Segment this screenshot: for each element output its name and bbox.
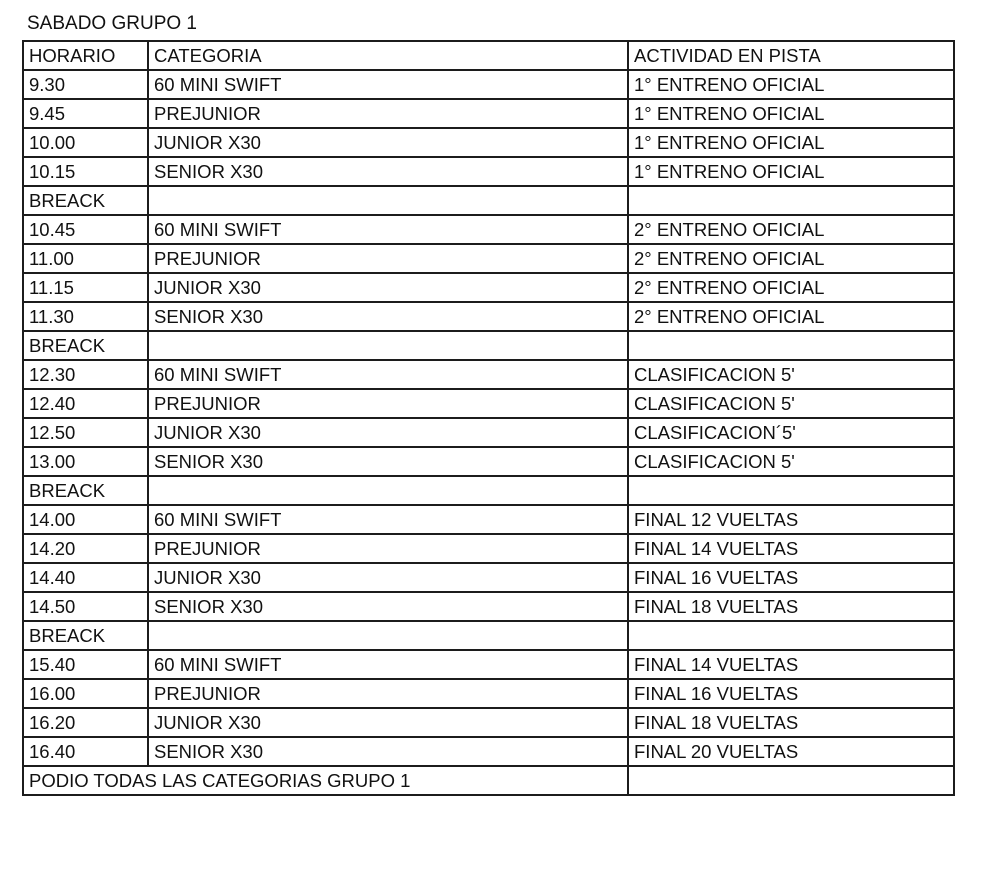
table-row <box>23 621 954 650</box>
category-cell: JUNIOR X30 <box>148 273 628 302</box>
time-cell: BREACK <box>23 621 148 650</box>
time-cell: 14.00 <box>23 505 148 534</box>
table-row <box>23 157 954 186</box>
table-row <box>23 476 954 505</box>
table-row <box>23 331 954 360</box>
time-cell: 16.00 <box>23 679 148 708</box>
category-cell <box>148 186 628 215</box>
activity-cell: 2° ENTRENO OFICIAL <box>628 302 954 331</box>
category-cell: SENIOR X30 <box>148 592 628 621</box>
document-title: SABADO GRUPO 1 <box>27 13 197 34</box>
category-cell: 60 MINI SWIFT <box>148 70 628 99</box>
table-header-row <box>23 41 954 70</box>
category-cell: JUNIOR X30 <box>148 708 628 737</box>
category-cell: SENIOR X30 <box>148 302 628 331</box>
activity-cell: CLASIFICACION 5' <box>628 360 954 389</box>
time-cell: 14.20 <box>23 534 148 563</box>
category-cell <box>148 331 628 360</box>
table-row <box>23 563 954 592</box>
category-cell <box>148 621 628 650</box>
table-row <box>23 244 954 273</box>
activity-cell <box>628 186 954 215</box>
table-row <box>23 534 954 563</box>
activity-cell <box>628 621 954 650</box>
time-cell: 9.45 <box>23 99 148 128</box>
activity-cell: CLASIFICACION 5' <box>628 389 954 418</box>
footer-empty-cell <box>628 766 954 795</box>
category-cell: 60 MINI SWIFT <box>148 215 628 244</box>
activity-cell: FINAL 20 VUELTAS <box>628 737 954 766</box>
time-cell: 10.15 <box>23 157 148 186</box>
time-cell: 12.50 <box>23 418 148 447</box>
footer-row <box>23 766 954 795</box>
category-cell: PREJUNIOR <box>148 679 628 708</box>
table-row <box>23 389 954 418</box>
category-cell: 60 MINI SWIFT <box>148 360 628 389</box>
time-cell: 10.00 <box>23 128 148 157</box>
activity-cell <box>628 331 954 360</box>
table-row <box>23 650 954 679</box>
schedule-table <box>22 40 955 796</box>
time-cell: 12.40 <box>23 389 148 418</box>
activity-cell: 1° ENTRENO OFICIAL <box>628 70 954 99</box>
time-cell: 15.40 <box>23 650 148 679</box>
activity-cell: FINAL 12 VUELTAS <box>628 505 954 534</box>
category-cell: 60 MINI SWIFT <box>148 650 628 679</box>
activity-cell: 2° ENTRENO OFICIAL <box>628 273 954 302</box>
activity-cell: 1° ENTRENO OFICIAL <box>628 157 954 186</box>
footer-text: PODIO TODAS LAS CATEGORIAS GRUPO 1 <box>23 766 628 795</box>
category-cell: SENIOR X30 <box>148 157 628 186</box>
table-row <box>23 302 954 331</box>
category-cell <box>148 476 628 505</box>
table-row <box>23 679 954 708</box>
header-actividad: ACTIVIDAD EN PISTA <box>628 41 954 70</box>
activity-cell: FINAL 14 VUELTAS <box>628 650 954 679</box>
time-cell: 14.40 <box>23 563 148 592</box>
header-horario: HORARIO <box>23 41 148 70</box>
time-cell: 12.30 <box>23 360 148 389</box>
activity-cell: 2° ENTRENO OFICIAL <box>628 244 954 273</box>
header-categoria: CATEGORIA <box>148 41 628 70</box>
activity-cell: CLASIFICACION 5' <box>628 447 954 476</box>
activity-cell: FINAL 16 VUELTAS <box>628 679 954 708</box>
time-cell: 10.45 <box>23 215 148 244</box>
time-cell: 11.00 <box>23 244 148 273</box>
table-row <box>23 505 954 534</box>
table-row <box>23 215 954 244</box>
activity-cell: 1° ENTRENO OFICIAL <box>628 99 954 128</box>
activity-cell: FINAL 18 VUELTAS <box>628 592 954 621</box>
category-cell: 60 MINI SWIFT <box>148 505 628 534</box>
activity-cell: 1° ENTRENO OFICIAL <box>628 128 954 157</box>
table-row <box>23 70 954 99</box>
table-row <box>23 592 954 621</box>
time-cell: BREACK <box>23 186 148 215</box>
table-row <box>23 99 954 128</box>
category-cell: JUNIOR X30 <box>148 418 628 447</box>
table-row <box>23 418 954 447</box>
activity-cell: CLASIFICACION´5' <box>628 418 954 447</box>
category-cell: JUNIOR X30 <box>148 128 628 157</box>
category-cell: PREJUNIOR <box>148 389 628 418</box>
time-cell: 11.30 <box>23 302 148 331</box>
time-cell: 16.20 <box>23 708 148 737</box>
schedule-rows <box>23 70 954 766</box>
activity-cell: FINAL 18 VUELTAS <box>628 708 954 737</box>
table-row <box>23 128 954 157</box>
activity-cell: FINAL 16 VUELTAS <box>628 563 954 592</box>
category-cell: PREJUNIOR <box>148 534 628 563</box>
table-row <box>23 273 954 302</box>
table-row <box>23 447 954 476</box>
category-cell: PREJUNIOR <box>148 99 628 128</box>
time-cell: 16.40 <box>23 737 148 766</box>
time-cell: BREACK <box>23 476 148 505</box>
activity-cell: FINAL 14 VUELTAS <box>628 534 954 563</box>
category-cell: SENIOR X30 <box>148 737 628 766</box>
table-row <box>23 360 954 389</box>
time-cell: 11.15 <box>23 273 148 302</box>
time-cell: 14.50 <box>23 592 148 621</box>
category-cell: PREJUNIOR <box>148 244 628 273</box>
activity-cell <box>628 476 954 505</box>
time-cell: BREACK <box>23 331 148 360</box>
category-cell: JUNIOR X30 <box>148 563 628 592</box>
time-cell: 13.00 <box>23 447 148 476</box>
table-row <box>23 708 954 737</box>
category-cell: SENIOR X30 <box>148 447 628 476</box>
table-row <box>23 737 954 766</box>
time-cell: 9.30 <box>23 70 148 99</box>
table-row <box>23 186 954 215</box>
activity-cell: 2° ENTRENO OFICIAL <box>628 215 954 244</box>
